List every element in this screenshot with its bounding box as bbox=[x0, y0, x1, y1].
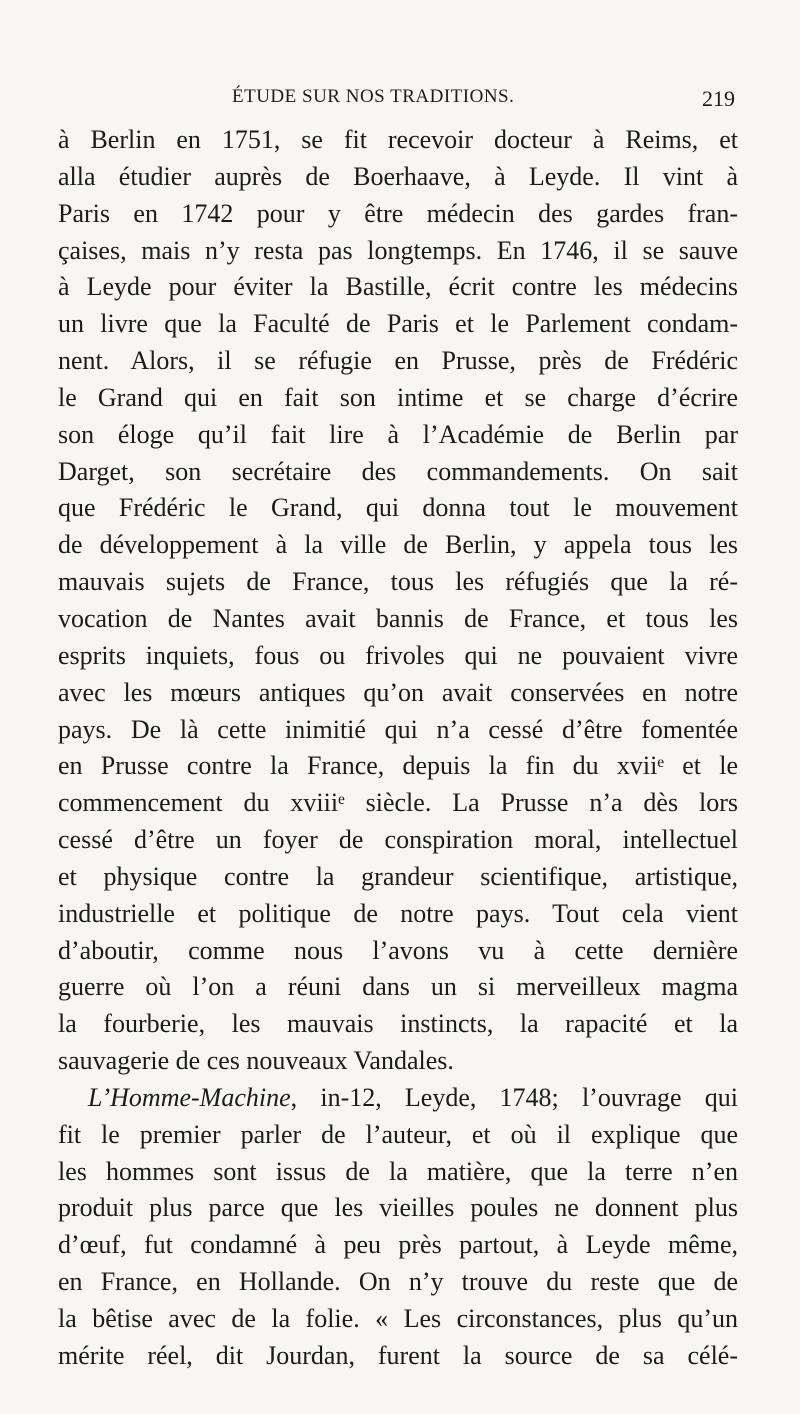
text-line: commencement du xviiiᵉ siècle. La Prusse n’a dès lors bbox=[58, 788, 738, 818]
text-line: nent. Alors, il se réfugie en Prusse, près de Frédéric bbox=[58, 346, 738, 376]
text-line: en France, en Hollande. On n’y trouve du reste que de bbox=[58, 1267, 738, 1297]
text-line: à Leyde pour éviter la Bastille, écrit contre les médecins bbox=[58, 272, 738, 302]
text-line: la fourberie, les mauvais instincts, la rapacité et la bbox=[58, 1009, 738, 1039]
text-line: çaises, mais n’y resta pas longtemps. En 1746, il se sauve bbox=[58, 235, 738, 265]
page-body bbox=[58, 122, 738, 1375]
text-line: esprits inquiets, fous ou frivoles qui ne pouvaient vivre bbox=[58, 640, 738, 670]
text-line: et physique contre la grandeur scientifique, artistique, bbox=[58, 861, 738, 891]
text-line: produit plus parce que les vieilles poules ne donnent plus bbox=[58, 1193, 738, 1223]
page-number: 219 bbox=[702, 86, 735, 111]
text-line: son éloge qu’il fait lire à l’Académie de Berlin par bbox=[58, 419, 738, 449]
text-line: industrielle et politique de notre pays. Tout cela vient bbox=[58, 898, 738, 928]
text-line: guerre où l’on a réuni dans un si merveilleux magma bbox=[58, 972, 738, 1002]
text-line: cessé d’être un foyer de conspiration moral, intellectuel bbox=[58, 825, 738, 855]
text-line: un livre que la Faculté de Paris et le Parlement condam- bbox=[58, 309, 738, 339]
text-line: de développement à la ville de Berlin, y appela tous les bbox=[58, 530, 738, 560]
text-line: avec les mœurs antiques qu’on avait conservées en notre bbox=[58, 677, 738, 707]
text-line: la bêtise avec de la folie. « Les circonstances, plus qu’un bbox=[58, 1304, 738, 1333]
text-line: d’aboutir, comme nous l’avons vu à cette dernière bbox=[58, 935, 738, 965]
text-line: mauvais sujets de France, tous les réfugiés que la ré- bbox=[58, 567, 738, 597]
paragraph bbox=[58, 1080, 738, 1375]
text-line: d’œuf, fut condamné à peu près partout, à Leyde même, bbox=[58, 1230, 738, 1260]
text-span: , in-12, Leyde, 1748; l’ouvrage qui bbox=[290, 1082, 738, 1112]
text-line: mérite réel, dit Jourdan, furent la source de sa célé- bbox=[58, 1340, 738, 1370]
text-line: en Prusse contre la France, depuis la fin du xviiᵉ et le bbox=[58, 751, 738, 781]
text-line: sauvagerie de ces nouveaux Vandales. bbox=[58, 1046, 454, 1076]
text-line: à Berlin en 1751, se fit recevoir docteur à Reims, et bbox=[58, 125, 738, 154]
book-title: L’Homme-Machine bbox=[88, 1082, 291, 1112]
text-line: le Grand qui en fait son intime et se charge d’écrire bbox=[58, 382, 738, 412]
paragraph bbox=[58, 122, 738, 1080]
text-line: les hommes sont issus de la matière, que la terre n’en bbox=[58, 1156, 738, 1186]
text-line: que Frédéric le Grand, qui donna tout le mouvement bbox=[58, 493, 738, 523]
running-head: ÉTUDE SUR NOS TRADITIONS. bbox=[232, 86, 515, 107]
text-line: alla étudier auprès de Boerhaave, à Leyde. Il vint à bbox=[58, 161, 738, 191]
text-line: pays. De là cette inimitié qui n’a cessé d’être fomentée bbox=[58, 714, 738, 744]
text-line: fit le premier parler de l’auteur, et où il explique que bbox=[58, 1119, 738, 1149]
text-line: Paris en 1742 pour y être médecin des gardes fran- bbox=[58, 198, 738, 228]
text-line bbox=[58, 1080, 738, 1117]
text-line: vocation de Nantes avait bannis de France, et tous les bbox=[58, 603, 738, 633]
text-line: Darget, son secrétaire des commandements. On sait bbox=[58, 456, 738, 486]
